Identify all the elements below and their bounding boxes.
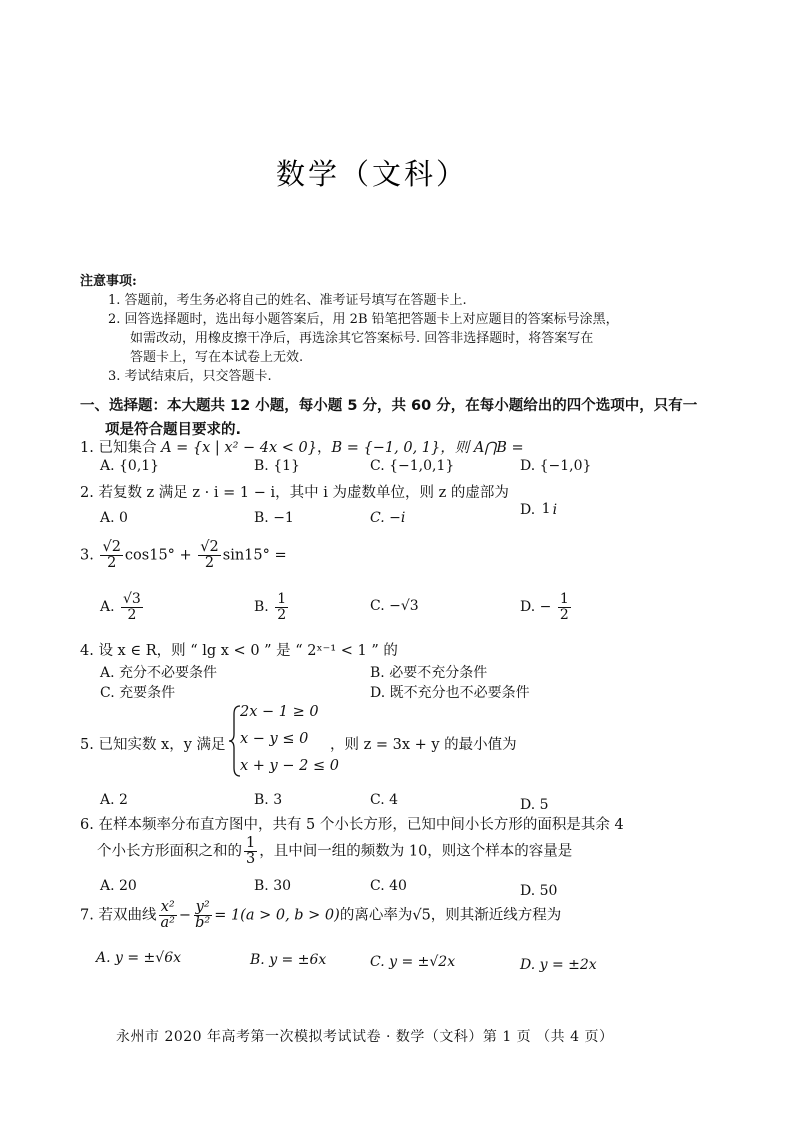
option-d xyxy=(520,502,557,518)
option-c xyxy=(370,598,419,614)
option-d: D. {−1,0} xyxy=(520,458,592,474)
option-d: D. 50 xyxy=(520,883,558,899)
question-3 xyxy=(80,540,287,571)
option-a: A. 20 xyxy=(100,878,137,894)
question-number: 1. xyxy=(80,440,94,456)
question-text: 的离心率为 xyxy=(339,907,413,924)
question-number: 6. xyxy=(80,817,94,833)
question-number: 5. xyxy=(80,737,94,753)
page-title: 数学（文科） xyxy=(276,157,469,191)
question-4 xyxy=(80,639,398,660)
option-b: B. {1} xyxy=(254,458,300,474)
notice-item: 1. 答题前，考生务必将自己的姓名、准考证号填写在答题卡上. xyxy=(108,293,467,308)
option-c: C. {−1,0,1} xyxy=(370,458,455,474)
option-d xyxy=(520,592,573,622)
question-6 xyxy=(80,813,624,834)
expression: cos15° + xyxy=(124,547,192,564)
option-c: C. −i xyxy=(370,510,406,526)
separator: ， xyxy=(317,440,332,456)
question-text: 已知实数 x，y 满足 xyxy=(98,737,226,753)
option-b xyxy=(254,592,290,622)
option-a: A. {0,1} xyxy=(100,458,160,474)
fraction-numerator: 1 xyxy=(246,835,256,851)
question-number: 3. xyxy=(80,547,94,564)
question-text: 设 x ∈ R，则 “ lg x < 0 ” 是 “ 2ˣ⁻¹ < 1 ” 的 xyxy=(98,643,398,659)
option-c: C. 4 xyxy=(370,792,399,808)
fraction-denominator: 2 xyxy=(559,606,569,623)
fraction-numerator: 1 xyxy=(541,501,551,517)
notice-item: 如需改动，用橡皮擦干净后，再选涂其它答案标号. 回答非选择题时，将答案写在 xyxy=(130,331,594,346)
question-5 xyxy=(80,733,226,754)
option-d: D. 5 xyxy=(520,797,549,813)
question-text: 若复数 z 满足 z · i = 1 − i，其中 i 为虚数单位，则 z 的虚部为 xyxy=(98,485,509,501)
question-7 xyxy=(80,900,561,931)
expression: sin15° = xyxy=(222,547,287,564)
page-footer: 永州市 2020 年高考第一次模拟考试试卷 · 数学（文科）第 1 页 （共 4 页） xyxy=(116,1029,614,1045)
notice-item: 答题卡上，写在本试卷上无效. xyxy=(130,350,304,365)
fraction-numerator: √2 xyxy=(200,539,219,555)
question-number: 7. xyxy=(80,907,94,924)
set-b: B = {−1, 0, 1} xyxy=(331,440,441,456)
question-1 xyxy=(80,436,524,457)
fraction-numerator: √3 xyxy=(123,591,141,607)
constraint-2: x − y ≤ 0 xyxy=(240,731,309,747)
set-a: A = {x | x² − 4x < 0} xyxy=(161,440,317,456)
question-text: 个小长方形面积之和的 xyxy=(97,843,242,860)
option-variable: i xyxy=(552,502,558,518)
option-label: C. − xyxy=(370,598,401,614)
fraction-numerator: √2 xyxy=(102,539,121,555)
option-label: B. xyxy=(254,599,269,616)
notice-item: 3. 考试结束后，只交答题卡. xyxy=(108,369,272,384)
fraction-numerator: 1 xyxy=(559,591,569,607)
question-text: ，则 z = 3x + y 的最小值为 xyxy=(330,737,517,753)
fraction-denominator: 2 xyxy=(204,555,215,572)
option-label: D. − xyxy=(520,599,552,616)
fraction-denominator: 2 xyxy=(107,555,117,572)
question-2 xyxy=(80,481,509,502)
question-text: 在样本频率分布直方图中，共有 5 个小长方形，已知中间小长方形的面积是其余 4 xyxy=(98,817,624,833)
option-c: C. 充要条件 xyxy=(100,685,176,701)
section-heading-cont: 项是符合题目要求的. xyxy=(105,422,242,438)
question-text: 已知集合 xyxy=(98,440,162,456)
option-label: A. xyxy=(100,599,115,616)
option-c: C. 40 xyxy=(370,878,407,894)
option-a: A. 充分不必要条件 xyxy=(100,665,218,681)
fraction-numerator: x² xyxy=(160,899,175,915)
notice-item: 2. 回答选择题时，选出每小题答案后，用 2B 铅笔把答题卡上对应题目的答案标号涂黑， xyxy=(108,312,619,327)
fraction-denominator: 3 xyxy=(246,851,256,868)
option-a: A. y = ±√6x xyxy=(96,950,182,966)
option-b: B. −1 xyxy=(254,510,294,526)
option-a xyxy=(100,592,145,622)
notice-heading: 注意事项: xyxy=(80,274,137,289)
fraction-numerator: y² xyxy=(195,899,210,915)
option-b: B. y = ±6x xyxy=(250,952,327,968)
question-text: 若双曲线 xyxy=(98,907,157,924)
option-a: A. 2 xyxy=(100,792,128,808)
minus-sign: − xyxy=(178,907,192,924)
fraction-denominator: a² xyxy=(160,915,175,932)
option-d: D. y = ±2x xyxy=(520,957,597,973)
option-b: B. 30 xyxy=(254,878,292,894)
constraint-3: x + y − 2 ≤ 0 xyxy=(240,758,339,774)
option-c: C. y = ±√2x xyxy=(370,954,456,970)
question-number: 4. xyxy=(80,643,94,659)
section-heading: 一、选择题：本大题共 12 小题，每小题 5 分，共 60 分，在每小题给出的四个选项中，只有一 xyxy=(80,398,698,414)
option-value: √3 xyxy=(400,598,419,614)
question-text: ，则其渐近线方程为 xyxy=(430,907,562,924)
fraction-denominator: 2 xyxy=(277,606,287,623)
equation: = 1(a > 0, b > 0) xyxy=(214,907,340,924)
fraction-denominator: 2 xyxy=(127,606,137,623)
eccentricity: √5 xyxy=(412,907,431,924)
option-b: B. 3 xyxy=(254,792,283,808)
option-b: B. 必要不充分条件 xyxy=(370,665,488,681)
fraction-denominator: b² xyxy=(195,915,211,932)
option-d: D. 既不充分也不必要条件 xyxy=(370,685,530,701)
option-label: D. xyxy=(520,502,536,518)
question-number: 2. xyxy=(80,485,94,501)
question-text: ，且中间一组的频数为 10，则这个样本的容量是 xyxy=(259,843,573,860)
fraction-numerator: 1 xyxy=(277,591,287,607)
option-a: A. 0 xyxy=(100,510,128,526)
question-text: ，则 A⋂B = xyxy=(440,440,524,456)
question-6-cont xyxy=(97,836,572,867)
constraint-1: 2x − 1 ≥ 0 xyxy=(240,704,319,720)
